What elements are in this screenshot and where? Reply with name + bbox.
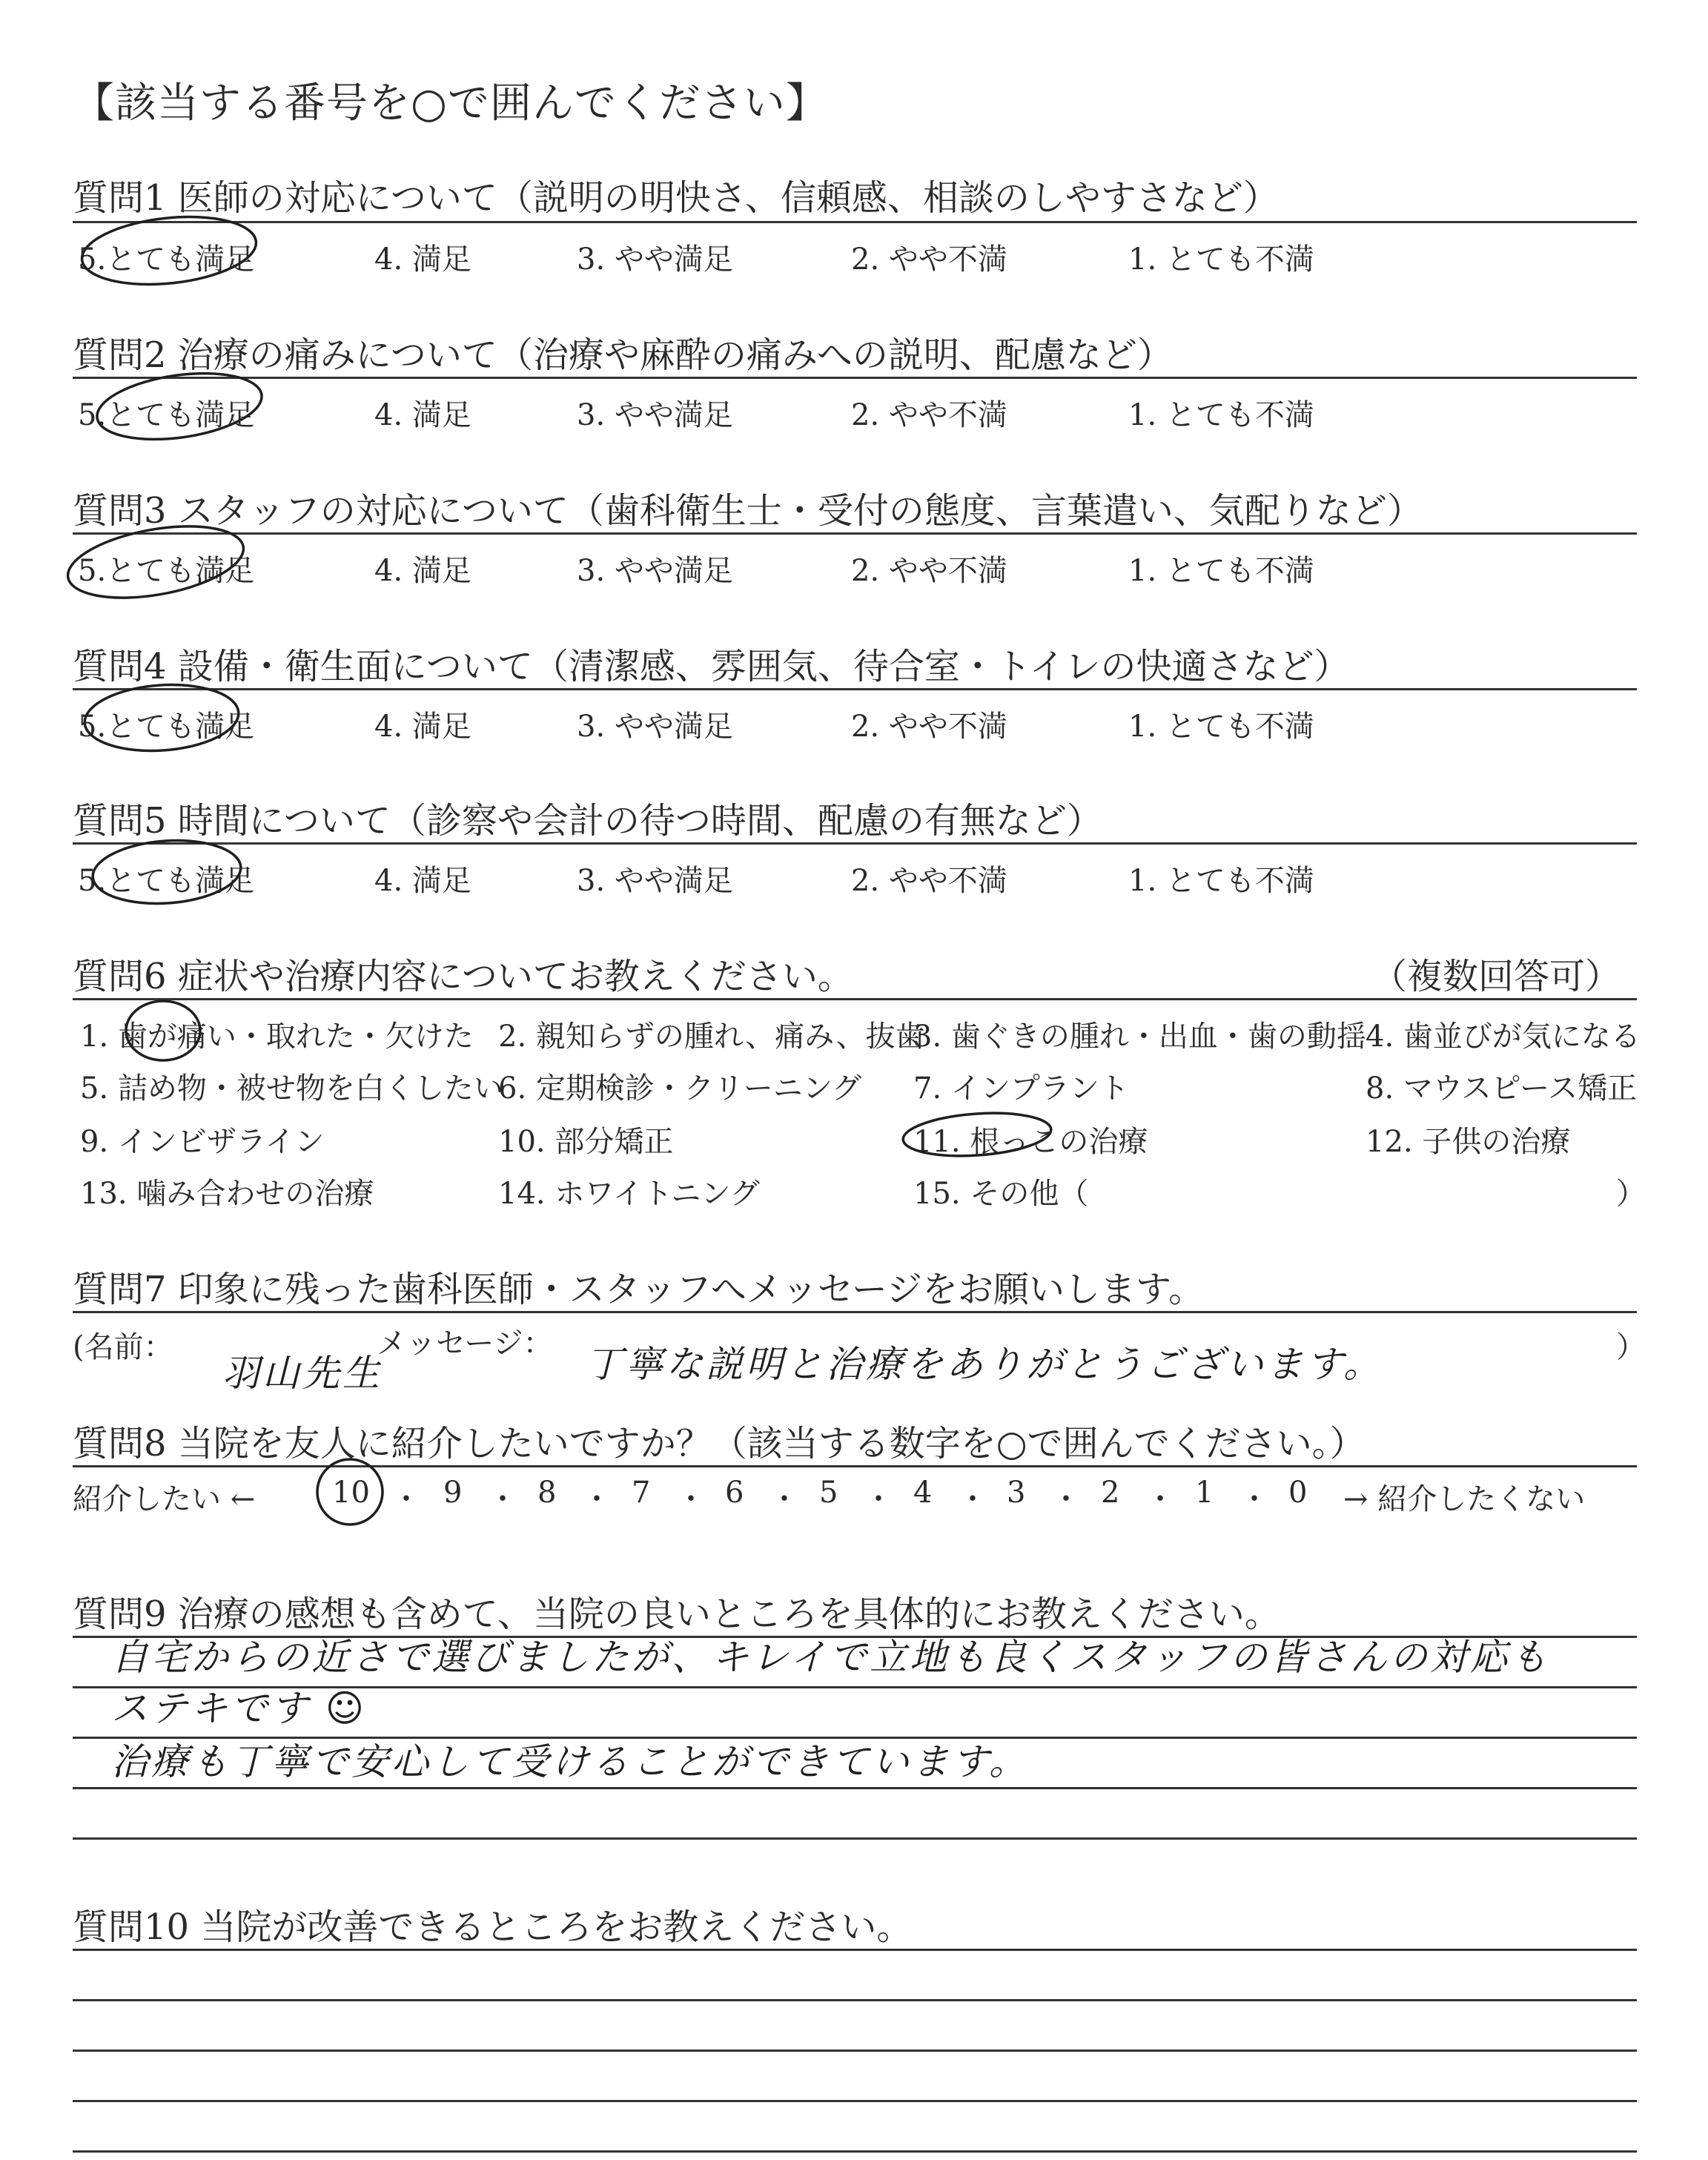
rating-option-2[interactable]: 2. やや不満 xyxy=(851,242,1007,277)
name-handwriting[interactable]: 羽山先生 xyxy=(222,1352,383,1395)
q6-option-9[interactable]: 9. インビザライン xyxy=(80,1125,325,1159)
q6-option-3[interactable]: 3. 歯ぐきの腫れ・出血・歯の動揺 xyxy=(913,1020,1366,1054)
q9-answer-line-2[interactable]: ステキです ☺ xyxy=(111,1687,368,1730)
name-label: (名前： xyxy=(73,1330,173,1364)
scale-separator: ・ xyxy=(1239,1482,1269,1516)
question-2: 質問2 治療の痛みについて（治療や麻酔の痛みへの説明、配慮など） xyxy=(73,334,1173,376)
rating-option-3[interactable]: 3. やや満足 xyxy=(577,398,733,432)
scale-value-9[interactable]: 9 xyxy=(443,1476,463,1510)
selection-circle-q4 xyxy=(82,680,241,756)
q6-option-10[interactable]: 10. 部分矯正 xyxy=(498,1125,674,1159)
scale-value-4[interactable]: 4 xyxy=(913,1476,933,1510)
q6-option-6[interactable]: 6. 定期検診・クリーニング xyxy=(498,1071,862,1106)
q6-option-4[interactable]: 4. 歯並びが気になる xyxy=(1366,1020,1641,1054)
rating-option-4[interactable]: 4. 満足 xyxy=(374,710,471,744)
rating-option-1[interactable]: 1. とても不満 xyxy=(1128,398,1314,432)
question-5: 質問5 時間について（診察や会計の待つ時間、配慮の有無など） xyxy=(73,800,1102,842)
selection-circle-q6-11 xyxy=(901,1109,1052,1160)
scale-separator: ・ xyxy=(864,1482,893,1516)
q6-option-15[interactable]: 15. その他（ xyxy=(913,1177,1089,1211)
scale-left-label: 紹介したい ← xyxy=(73,1482,256,1516)
rating-option-2[interactable]: 2. やや不満 xyxy=(851,554,1007,588)
scale-value-0[interactable]: 0 xyxy=(1288,1476,1308,1510)
q6-option-1[interactable]: 1. 歯が痛い・取れた・欠けた xyxy=(80,1020,474,1054)
q6-option-11[interactable]: 11. 根っこの治療 xyxy=(913,1125,1148,1159)
rating-option-3[interactable]: 3. やや満足 xyxy=(577,710,733,744)
scale-value-8[interactable]: 8 xyxy=(537,1476,557,1510)
q6-option-2[interactable]: 2. 親知らずの腫れ、痛み、抜歯 xyxy=(498,1020,925,1054)
rating-option-3[interactable]: 3. やや満足 xyxy=(577,554,733,588)
scale-right-label: → 紹介したくない xyxy=(1343,1482,1586,1516)
rating-option-4[interactable]: 4. 満足 xyxy=(374,242,471,277)
scale-value-10[interactable]: 10 xyxy=(332,1476,370,1510)
rating-option-3[interactable]: 3. やや満足 xyxy=(577,242,733,277)
multiple-answers-note: （複数回答可） xyxy=(1371,956,1621,997)
rating-option-5[interactable]: 5.とても満足 xyxy=(78,398,255,432)
selection-circle-q8-10 xyxy=(317,1459,383,1525)
rating-option-2[interactable]: 2. やや不満 xyxy=(851,710,1007,744)
rating-option-1[interactable]: 1. とても不満 xyxy=(1128,710,1314,744)
rating-option-1[interactable]: 1. とても不満 xyxy=(1128,242,1314,277)
rating-option-4[interactable]: 4. 満足 xyxy=(374,398,471,432)
rating-option-2[interactable]: 2. やや不満 xyxy=(851,398,1007,432)
message-label: メッセージ： xyxy=(377,1327,553,1361)
q6-option-5[interactable]: 5. 詰め物・被せ物を白くしたい xyxy=(80,1071,503,1106)
question-3: 質問3 スタッフの対応について（歯科衛生士・受付の態度、言葉遣い、気配りなど） xyxy=(73,490,1423,532)
scale-separator: ・ xyxy=(676,1482,706,1516)
question-6: 質問6 症状や治療内容についてお教えください。 xyxy=(73,956,853,997)
q6-option-7[interactable]: 7. インプラント xyxy=(913,1071,1129,1106)
scale-value-2[interactable]: 2 xyxy=(1101,1476,1120,1510)
scale-separator: ・ xyxy=(582,1482,612,1516)
question-9: 質問9 治療の感想も含めて、当院の良いところを具体的にお教えください。 xyxy=(73,1593,1280,1635)
scale-separator: ・ xyxy=(958,1482,987,1516)
message-close-paren: ） xyxy=(1616,1330,1646,1364)
question-10: 質問10 当院が改善できるところをお教えください。 xyxy=(73,1906,913,1948)
rating-option-4[interactable]: 4. 満足 xyxy=(374,864,471,898)
selection-circle-q2 xyxy=(93,364,266,449)
q6-option-12[interactable]: 12. 子供の治療 xyxy=(1366,1125,1571,1159)
selection-circle-q1 xyxy=(79,209,259,292)
q6-option-8[interactable]: 8. マウスピース矯正 xyxy=(1366,1071,1638,1106)
scale-value-6[interactable]: 6 xyxy=(725,1476,744,1510)
rating-option-1[interactable]: 1. とても不満 xyxy=(1128,864,1314,898)
q9-answer-line-1[interactable]: 自宅からの近さで選びましたが、キレイで立地も良くスタッフの皆さんの対応も xyxy=(111,1636,1550,1679)
scale-value-3[interactable]: 3 xyxy=(1007,1476,1026,1510)
question-8: 質問8 当院を友人に紹介したいですか？（該当する数字を○で囲んでください。） xyxy=(73,1423,1366,1464)
question-7: 質問7 印象に残った歯科医師・スタッフへメッセージをお願いします。 xyxy=(73,1269,1205,1310)
q9-answer-line-3[interactable]: 治療も丁寧で安心して受けることができています。 xyxy=(111,1740,1029,1783)
scale-value-5[interactable]: 5 xyxy=(819,1476,838,1510)
rating-option-2[interactable]: 2. やや不満 xyxy=(851,864,1007,898)
scale-separator: ・ xyxy=(769,1482,799,1516)
rating-option-5[interactable]: 5.とても満足 xyxy=(78,710,255,744)
scale-separator: ・ xyxy=(1145,1482,1175,1516)
rating-option-1[interactable]: 1. とても不満 xyxy=(1128,554,1314,588)
rating-option-5[interactable]: 5.とても満足 xyxy=(78,554,255,588)
scale-separator: ・ xyxy=(391,1482,421,1516)
q6-option-14[interactable]: 14. ホワイトニング xyxy=(498,1177,760,1211)
q6-option-13[interactable]: 13. 噛み合わせの治療 xyxy=(80,1177,374,1211)
scale-value-7[interactable]: 7 xyxy=(632,1476,651,1510)
scale-separator: ・ xyxy=(1051,1482,1081,1516)
message-handwriting[interactable]: 丁寧な説明と治療をありがとうございます。 xyxy=(586,1343,1383,1386)
other-close-paren: ） xyxy=(1616,1177,1646,1211)
question-4: 質問4 設備・衛生面について（清潔感、雰囲気、待合室・トイレの快適さなど） xyxy=(73,646,1350,687)
rating-option-5[interactable]: 5.とても満足 xyxy=(78,864,255,898)
selection-circle-q5 xyxy=(90,836,242,908)
form-title: 【該当する番号を○で囲んでください】 xyxy=(73,79,828,128)
scale-separator: ・ xyxy=(488,1482,517,1516)
question-1: 質問1 医師の対応について（説明の明快さ、信頼感、相談のしやすさなど） xyxy=(73,177,1279,219)
selection-circle-q3 xyxy=(62,515,249,610)
rating-option-3[interactable]: 3. やや満足 xyxy=(577,864,733,898)
rating-option-5[interactable]: 5.とても満足 xyxy=(78,242,255,277)
scale-value-1[interactable]: 1 xyxy=(1195,1476,1214,1510)
selection-circle-q6-1 xyxy=(126,1001,200,1060)
rating-option-4[interactable]: 4. 満足 xyxy=(374,554,471,588)
